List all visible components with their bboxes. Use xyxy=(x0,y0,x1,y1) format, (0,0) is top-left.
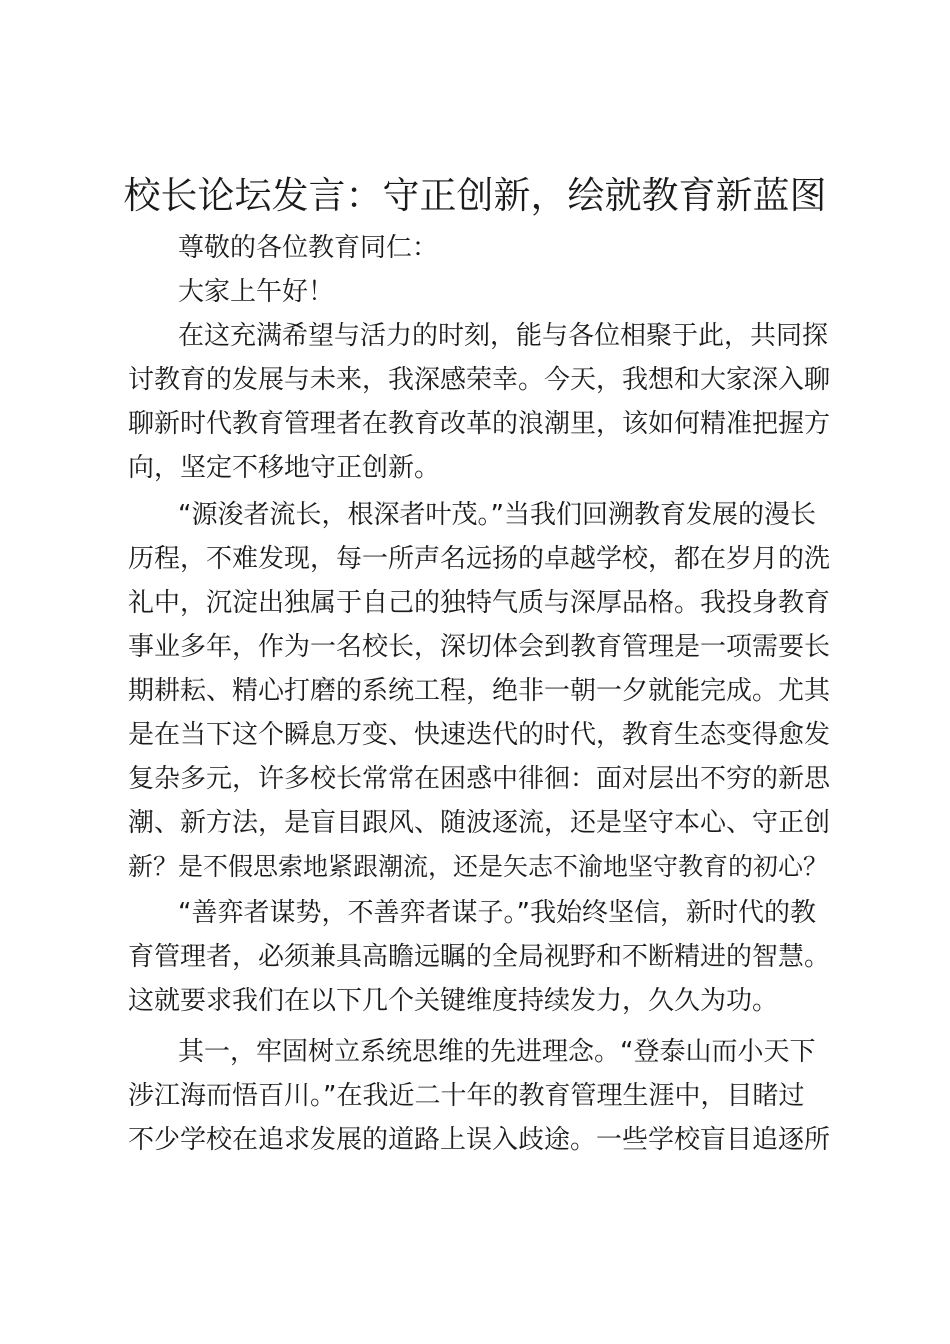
paragraph-2-line-3: 礼中，沉淀出独属于自己的独特气质与深厚品格。我投身教育 xyxy=(128,588,831,618)
paragraph-3-line-3: 这就要求我们在以下几个关键维度持续发力，久久为功。 xyxy=(128,986,779,1016)
paragraph-1-line-1: 在这充满希望与活力的时刻，能与各位相聚于此，共同探 xyxy=(178,321,829,351)
salutation-line: 尊敬的各位教育同仁： xyxy=(178,233,439,263)
paragraph-2-line-2: 历程，不难发现，每一所声名远扬的卓越学校，都在岁月的洗 xyxy=(128,544,831,574)
paragraph-2-line-6: 是在当下这个瞬息万变、快速迭代的时代，教育生态变得愈发 xyxy=(128,720,831,750)
greeting-line: 大家上午好！ xyxy=(178,277,335,307)
paragraph-4-line-3: 不少学校在追求发展的道路上误入歧途。一些学校盲目追逐所 xyxy=(128,1125,831,1155)
paragraph-2-line-5: 期耕耘、精心打磨的系统工程，绝非一朝一夕就能完成。尤其 xyxy=(128,676,831,706)
paragraph-2-line-8: 潮、新方法，是盲目跟风、随波逐流，还是坚守本心、守正创 xyxy=(128,808,831,838)
document-title: 校长论坛发言：守正创新，绘就教育新蓝图 xyxy=(123,174,827,217)
paragraph-3-line-2: 育管理者，必须兼具高瞻远瞩的全局视野和不断精进的智慧。 xyxy=(128,942,831,972)
paragraph-4-line-1: 其一，牢固树立系统思维的先进理念。“登泰山而小天下 xyxy=(178,1037,816,1067)
paragraph-2-line-7: 复杂多元，许多校长常常在困惑中徘徊：面对层出不穷的新思 xyxy=(128,764,831,794)
paragraph-2-line-1: “源浚者流长，根深者叶茂。”当我们回溯教育发展的漫长 xyxy=(178,500,816,530)
paragraph-1-line-4: 向，坚定不移地守正创新。 xyxy=(128,453,441,483)
paragraph-1-line-3: 聊新时代教育管理者在教育改革的浪潮里，该如何精准把握方 xyxy=(128,409,831,439)
paragraph-1-line-2: 讨教育的发展与未来，我深感荣幸。今天，我想和大家深入聊 xyxy=(128,365,831,395)
paragraph-2-line-9: 新？是不假思索地紧跟潮流，还是矢志不渝地坚守教育的初心？ xyxy=(128,852,829,881)
paragraph-3-line-1: “善弈者谋势，不善弈者谋子。”我始终坚信，新时代的教 xyxy=(178,898,816,928)
paragraph-2-line-4: 事业多年，作为一名校长，深切体会到教育管理是一项需要长 xyxy=(128,632,831,662)
paragraph-4-line-2: 涉江海而悟百川。”在我近二十年的教育管理生涯中，目睹过 xyxy=(128,1081,805,1111)
